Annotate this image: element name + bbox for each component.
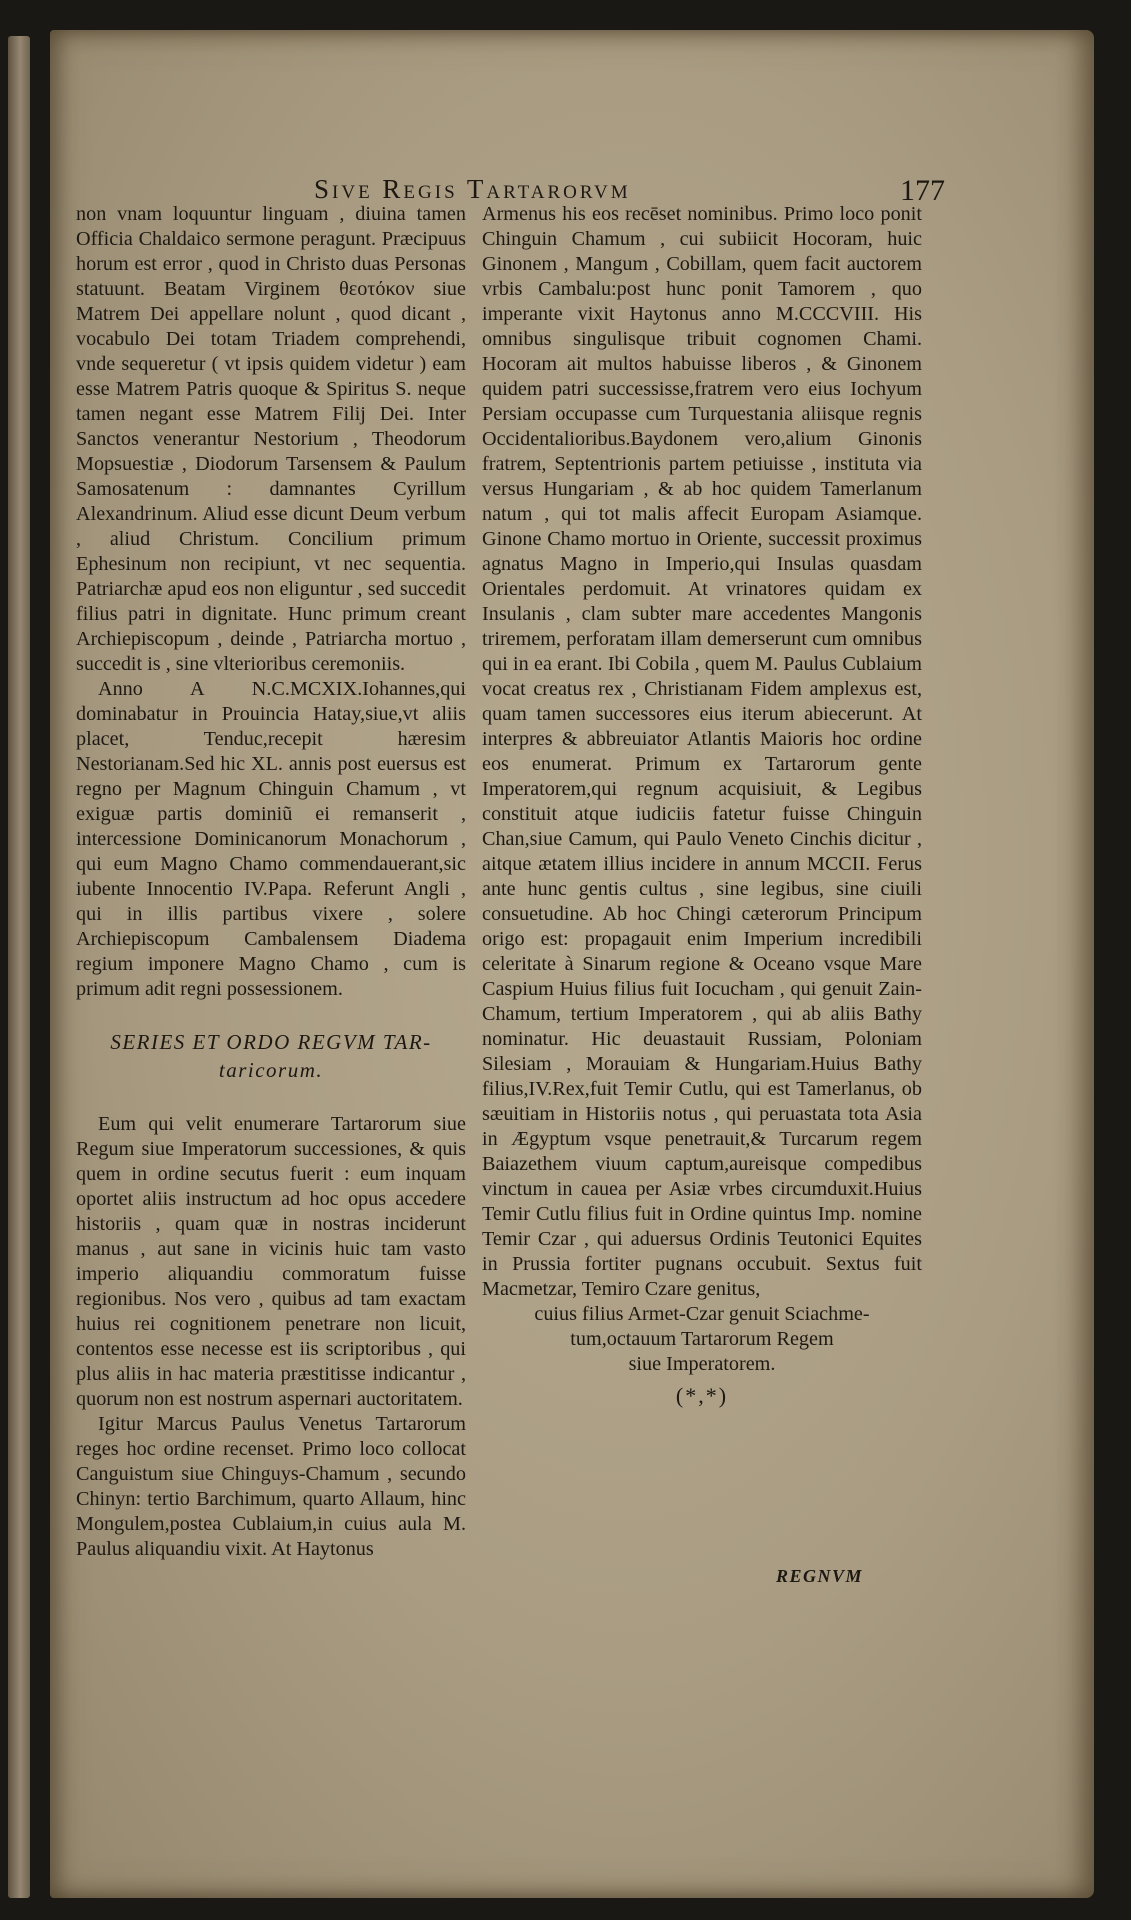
signature-mark: (*,*) — [675, 1383, 729, 1408]
running-title: Sive Regis Tartarorvm — [314, 174, 631, 204]
closing-line-3: siue Imperatorem. — [628, 1353, 776, 1375]
closing-line-1: cuius filius Armet-Czar genuit Sciachme- — [534, 1303, 870, 1325]
section-heading — [76, 1028, 466, 1084]
left-column — [76, 202, 466, 1562]
page-number: 177 — [900, 174, 945, 207]
catchword: REGNVM — [776, 1566, 864, 1586]
right-column — [482, 202, 922, 1408]
paragraph-enumeration: Eum qui velit enumerare Tartarorum siue Regum siue Imperatorum successiones, & quis quem in ordine secutus fuerit : eum inquam oportet aliis instructum ad hoc opus accedere historiis , quam quæ in nostras inciderunt manus , aut sane in vicinis huic tam vasto imperio aliquandiu commoratum fuisse regionibus. Nos vero , quibus ad tam exactam huius rei cognitionem penetrare non licuit, contentos esse necesse est iis scriptoribus , qui plus aliis in hac materia præstitisse indicantur , quorum non est nostrum aspernari auctoritatem. — [76, 1113, 466, 1410]
section-heading-line1: SERIES ET ORDO REGVM TAR- — [110, 1030, 432, 1054]
paragraph-marcus-paulus: Igitur Marcus Paulus Venetus Tartarorum reges hoc ordine recenset. Primo loco collocat Canguistum siue Chinguys-Chamum , secundo Chinyn: tertio Barchimum, quarto Allaum, hinc Mongulem,postea Cublaium,in cuius aula M. Paulus aliquandiu vixit. At Haytonus — [76, 1413, 466, 1560]
closing-line-2: tum,octauum Tartarorum Regem — [570, 1328, 834, 1350]
paragraph-haytonus-list: Armenus his eos recēset nominibus. Primo loco ponit Chinguin Chamum , cui subiicit Hocoram, huic Ginonem , Mangum , Cobillam, quem facit auctorem vrbis Cambalu:post hunc ponit Tamorem , quo imperante vixit Haytonus anno M.CCCVIII. His omnibus singulisque tribuit cognomen Chami. Hocoram ait multos habuisse liberos , & Ginonem quidem patri successisse,fratrem vero eius Iochyum Persiam occupasse cum Turquestania aliisque regnis Occidentalioribus.Baydonem vero,alium Ginonis fratrem, Septentrionis partem petiuisse , instituta via versus Hungariam , & ab hoc quidem Tamerlanum natum , qui tot malis affecit Europam Asiamque. Ginone Chamo mortuo in Oriente, successit proximus agnatus Magno in Imperio,qui Insulas quasdam Orientales perdomuit. At vrinatores quidam ex Insulanis , clam subter mare accedentes Mangonis triremem, perforatam illam demerserunt cum omnibus qui in ea erant. Ibi Cobila , quem M. Paulus Cublaium vocat creatus rex , Christianam Fidem amplexus est, quam tamen successores eius iterum abiecerunt. At interpres & abbreuiator Atlantis Maioris hoc ordine eos enumerat. Primum ex Tartarorum gente Imperatorem,qui regnum acquisiuit, & Legibus constituit atque iudiciis fatetur fuisse Chinguin Chan,siue Camum, qui Paulo Veneto Cinchis dicitur , aitque ætatem illius incidere in annum MCCII. Ferus ante hunc gentis cultus , sine legibus, sine ciuili consuetudine. Ab hoc Chingi cæterorum Principum origo est: propagauit enim Imperium incredibili celeritate à Sinarum regione & Oceano vsque Mare Caspium Huius filius fuit Iocucham , qui genuit Zain-Chamum, tertium Imperatorem , qui ab aliis Bathy nominatur. Hic deuastauit Russiam, Poloniam Silesiam , Morauiam & Hungariam.Huius Bathy filius,IV.Rex,fuit Temir Cutlu, qui est Tamerlanus, ob sæuitiam in Historiis notus , qui peruastata tota Asia in Ægyptum vsque penetrauit,& Turcarum regem Baiazethem viuum captum,aureisque compedibus vinctum in cauea per Asiæ vrbes circumduxit.Huius Temir Cutlu filius fuit in Ordine quintus Imp. nomine Temir Czar , qui aduersus Ordinis Teutonici Equites in Prussia fortiter pugnans occubuit. Sextus fuit Macmetzar, Temiro Czare genitus, — [482, 203, 922, 1300]
book-page — [50, 30, 1094, 1898]
paragraph-nestorian-doctrine: non vnam loquuntur linguam , diuina tamen Officia Chaldaico sermone peragunt. Præcipuus horum est error , quod in Christo duas Personas statuunt. Beatam Virginem θεοτόκον siue Matrem Dei appellare nolunt , quod dicant , vocabulo Dei totam Triadem comprehendi, vnde sequeretur ( vt ipsis quidem videtur ) eam esse Matrem Patris quoque & Spiritus S. neque tamen negant esse Matrem Filij Dei. Inter Sanctos venerantur Nestorium , Theodorum Mopsuestiæ , Diodorum Tarsensem & Paulum Samosatenum : damnantes Cyrillum Alexandrinum. Aliud esse dicunt Deum verbum , aliud Christum. Concilium primum Ephesinum non recipiunt, vt nec sequentia. Patriarchæ apud eos non eliguntur , sed succedit filius patri in dignitate. Hunc primum creant Archiepiscopum , deinde , Patriarcha mortuo , succedit is , sine vlterioribus ceremoniis. — [76, 203, 466, 675]
section-heading-line2: taricorum. — [218, 1058, 324, 1082]
paragraph-anno-mcxix: Anno A N.C.MCXIX.Iohannes,qui dominabatur in Prouincia Hatay,siue,vt aliis placet, Tenduc,recepit hæresim Nestorianam.Sed hic XL. annis post euersus est regno per Magnum Chinguin Chamum , vt exiguæ partis dominiũ ei remanserit , intercessione Dominicanorum Monachorum , qui eum Magno Chamo commendauerant,sic iubente Innocentio IV.Papa. Referunt Angli , qui in illis partibus vixere , solere Archiepiscopum Cambalensem Diadema regium imponere Magno Chamo , cum is primum adit regni possessionem. — [76, 678, 466, 1000]
previous-page-edge — [8, 36, 30, 1898]
